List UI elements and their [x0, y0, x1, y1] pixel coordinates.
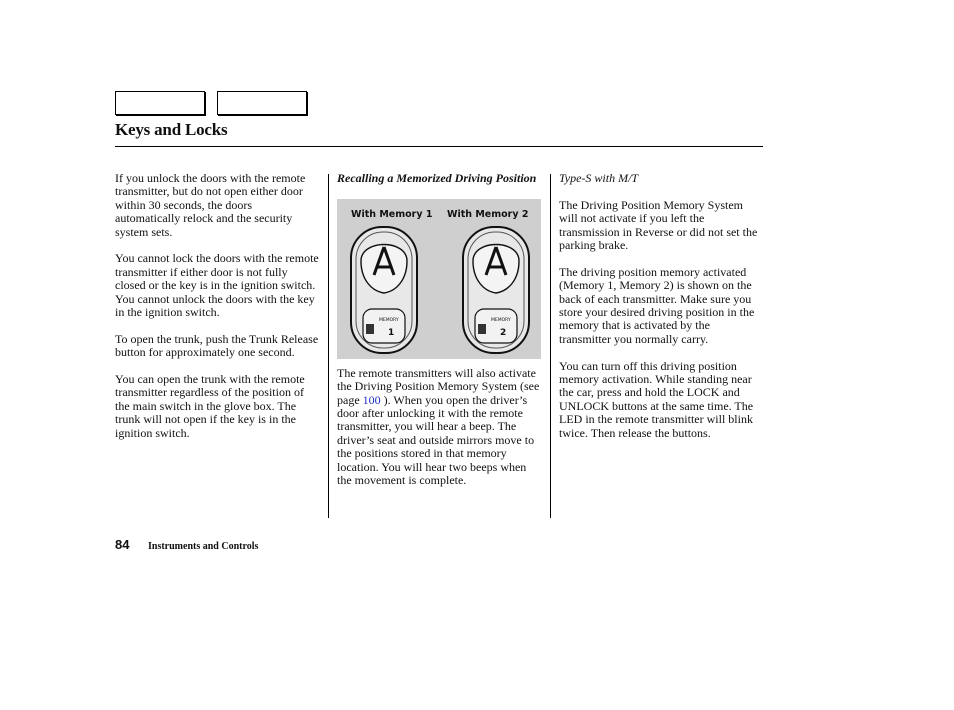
- fob-memory-text: MEMORY: [379, 317, 399, 323]
- column-divider-2: [550, 174, 551, 518]
- model-note: Type-S with M/T: [559, 171, 639, 185]
- fob-memory-number: 2: [500, 327, 507, 338]
- paragraph: To open the trunk, push the Trunk Release button for approximately one second.: [115, 331, 319, 360]
- page-reference-link[interactable]: 100: [362, 392, 381, 407]
- paragraph: The Driving Position Memory System will not activate if you left the transmission in Reverse or did not set the parking brake.: [559, 197, 758, 253]
- paragraph-text: The remote transmitters will also activate the Driving Position Memory System (see page: [337, 365, 540, 407]
- nav-tab-box-1[interactable]: [115, 91, 205, 115]
- fob-memory-number: 1: [388, 327, 395, 338]
- column-divider-1: [328, 174, 329, 518]
- paragraph: [337, 367, 542, 488]
- middle-column: [337, 172, 542, 501]
- right-column: [559, 172, 764, 453]
- figure-label-memory-2: With Memory 2: [447, 208, 529, 220]
- section-subheading: Recalling a Memorized Driving Position: [337, 171, 537, 185]
- paragraph: You can turn off this driving position memory activation. While standing near the car, press and hold the LOCK and UNLOCK buttons at the same time. The LED in the remote transmitter will blink twice. Then release the buttons.: [559, 358, 754, 440]
- paragraph: You can open the trunk with the remote transmitter regardless of the position of the main switch in the glove box. The trunk will not open if the key is in the ignition switch.: [115, 372, 305, 440]
- paragraph: The driving position memory activated (Memory 1, Memory 2) is shown on the back of each transmitter. Make sure you store your desired driving position in the memory that is activated by the transmitter you normally carry.: [559, 264, 755, 346]
- section-name: Instruments and Controls: [148, 541, 259, 552]
- page-number: 84: [115, 537, 130, 552]
- figure-label-memory-1: With Memory 1: [351, 208, 433, 220]
- page-title: Keys and Locks: [115, 120, 228, 139]
- paragraph: If you unlock the doors with the remote transmitter, but do not open either door within 30 seconds, the doors automatically relock and the security system sets.: [115, 171, 306, 239]
- nav-tab-box-2[interactable]: [217, 91, 307, 115]
- left-column: [115, 172, 320, 453]
- paragraph: You cannot lock the doors with the remote transmitter if either door is not fully closed or the key is in the ignition switch. You cannot unlock the doors with the key in the ignition switch.: [115, 251, 319, 320]
- transmitter-figure: [337, 199, 541, 359]
- paragraph-text: ). When you open the driver’s door after unlocking it with the remote transmitter, you will hear a beep. The driver’s seat and outside mirrors move to the positions stored in that memory location. You will hear two beeps when the movement is complete.: [337, 392, 535, 488]
- remote-transmitter-2-image: [461, 225, 533, 355]
- title-rule: [115, 146, 763, 147]
- fob-memory-text: MEMORY: [491, 317, 511, 323]
- remote-transmitter-1-image: [349, 225, 421, 355]
